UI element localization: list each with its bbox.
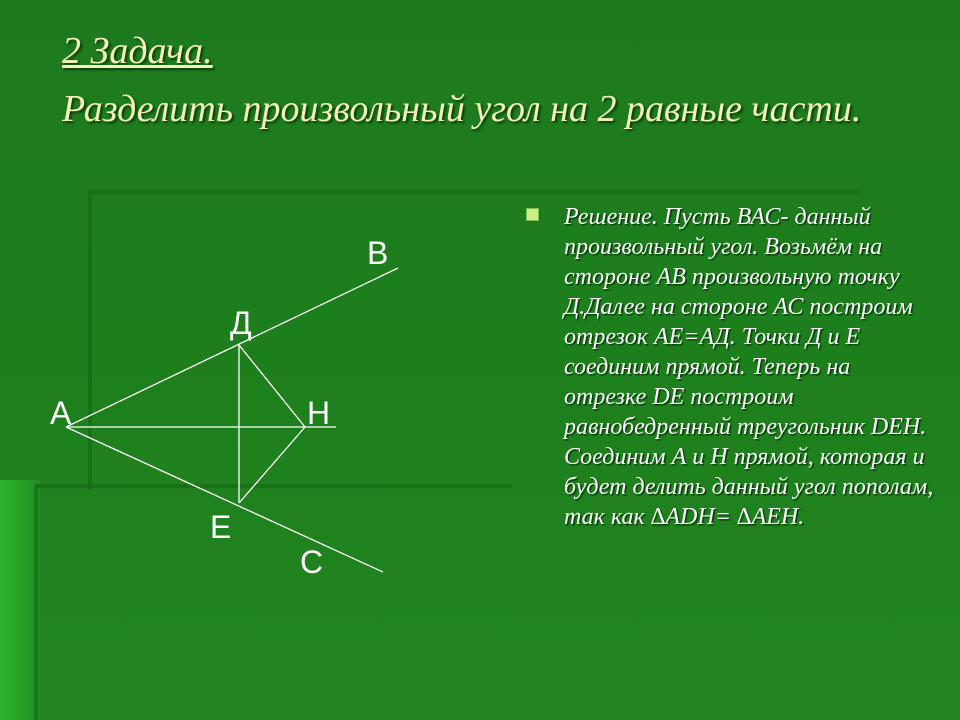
bullet-icon — [526, 208, 539, 221]
ray-ac — [66, 427, 383, 572]
ray-ab — [66, 268, 398, 427]
label-e: Е — [210, 509, 232, 545]
segment-eh — [239, 427, 305, 503]
solution-text: Решение. Пусть ВАС- данный произвольный угол. Возьмём на стороне АВ произвольную точку Д.Далее на стороне АС построим отрезок АЕ=АД. Точки Д и Е соединим прямой. Теперь на отрезке DЕ построим равнобедренный треугольник DЕН. Соединим А и Н прямой, которая и будет делить данный угол пополам, так как ∆АDН= ∆АЕН. — [564, 204, 934, 530]
task-label: 2 Задача. — [62, 30, 213, 72]
label-c: С — [300, 544, 324, 580]
label-h: Н — [307, 395, 331, 431]
solution-block — [526, 202, 936, 532]
label-d: Д — [230, 305, 252, 341]
label-a: А — [50, 395, 72, 431]
segment-dh — [239, 345, 305, 427]
label-b: В — [367, 235, 389, 271]
task-text: Разделить произвольный угол на 2 равные части. — [62, 88, 862, 130]
